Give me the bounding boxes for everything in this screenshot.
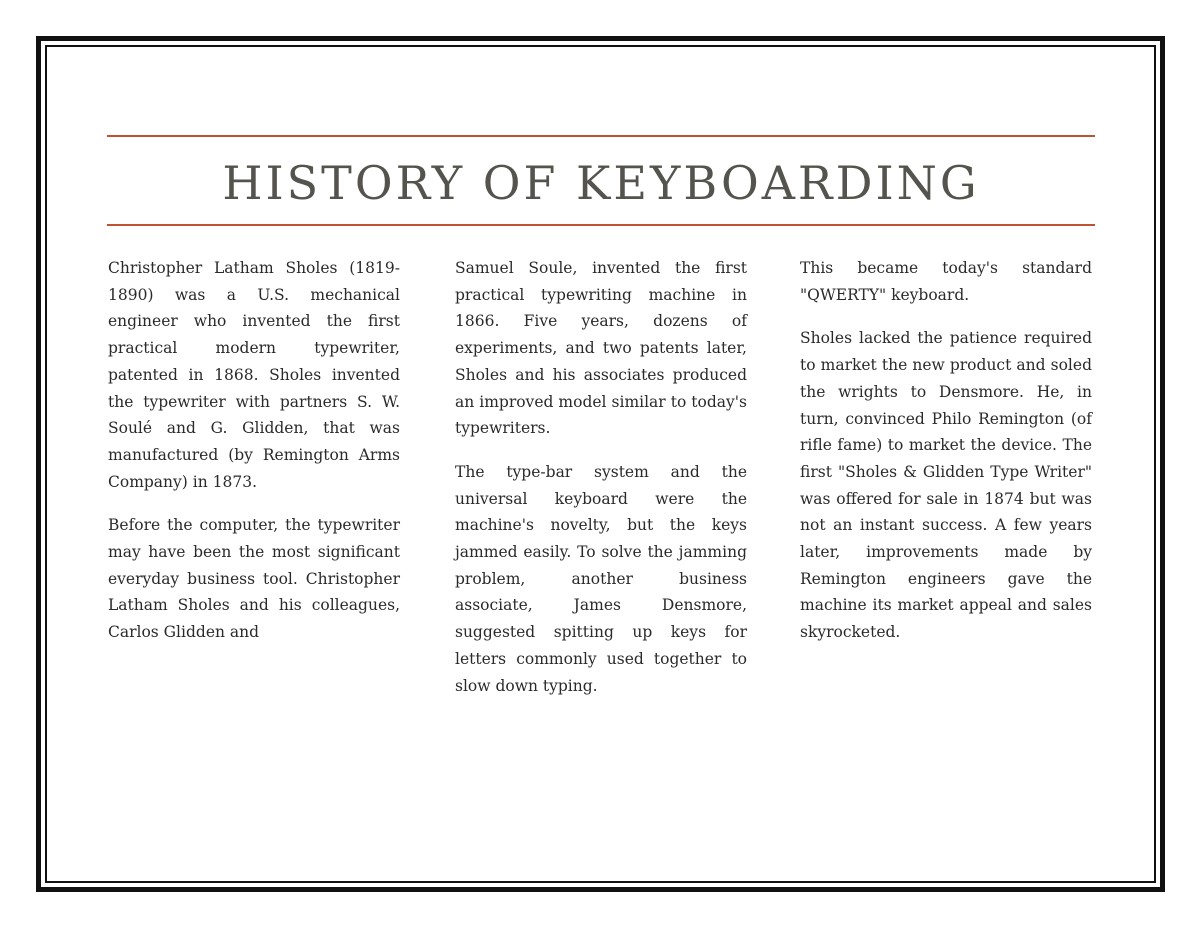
paragraph: Sholes lacked the patience required to market the new product and soled the wrights to Densmore. He, in turn, convinced Philo Remington (of rifle fame) to market the device. The first "Sholes & Glidden Type Writer" was offered for sale in 1874 but was not an instant success. A few years later, improvements made by Remington engineers gave the machine its market appeal and sales skyrocketed. [800, 329, 1092, 642]
title-rule-top [107, 135, 1095, 137]
paragraph: Christopher Latham Sholes (1819-1890) was a U.S. mechanical engineer who invented the first practical modern typewriter, patented in 1868. Sholes invented the typewriter with partners S. W. Soulé and G. Glidden, that was manufactured (by Remington Arms Company) in 1873. [108, 259, 400, 491]
paragraph: Samuel Soule, invented the first practical typewriting machine in 1866. Five years, dozens of experiments, and two patents later, Sholes and his associates produced an improved model similar to today's typewriters. [455, 259, 747, 438]
page-title: HISTORY OF KEYBOARDING [222, 156, 980, 210]
title-rule-bottom [107, 224, 1095, 226]
text-column-3 [800, 255, 1092, 663]
text-column-2 [455, 255, 747, 716]
paragraph: Before the computer, the typewriter may have been the most significant everyday business tool. Christopher Latham Sholes and his colleagues, Carlos Glidden and [108, 516, 400, 642]
text-column-1 [108, 255, 400, 663]
paragraph: The type-bar system and the universal keyboard were the machine's novelty, but the keys jammed easily. To solve the jamming problem, another business associate, James Densmore, suggested spitting up keys for letters commonly used together to slow down typing. [455, 462, 747, 695]
paragraph: This became today's standard "QWERTY" keyboard. [800, 259, 1092, 304]
